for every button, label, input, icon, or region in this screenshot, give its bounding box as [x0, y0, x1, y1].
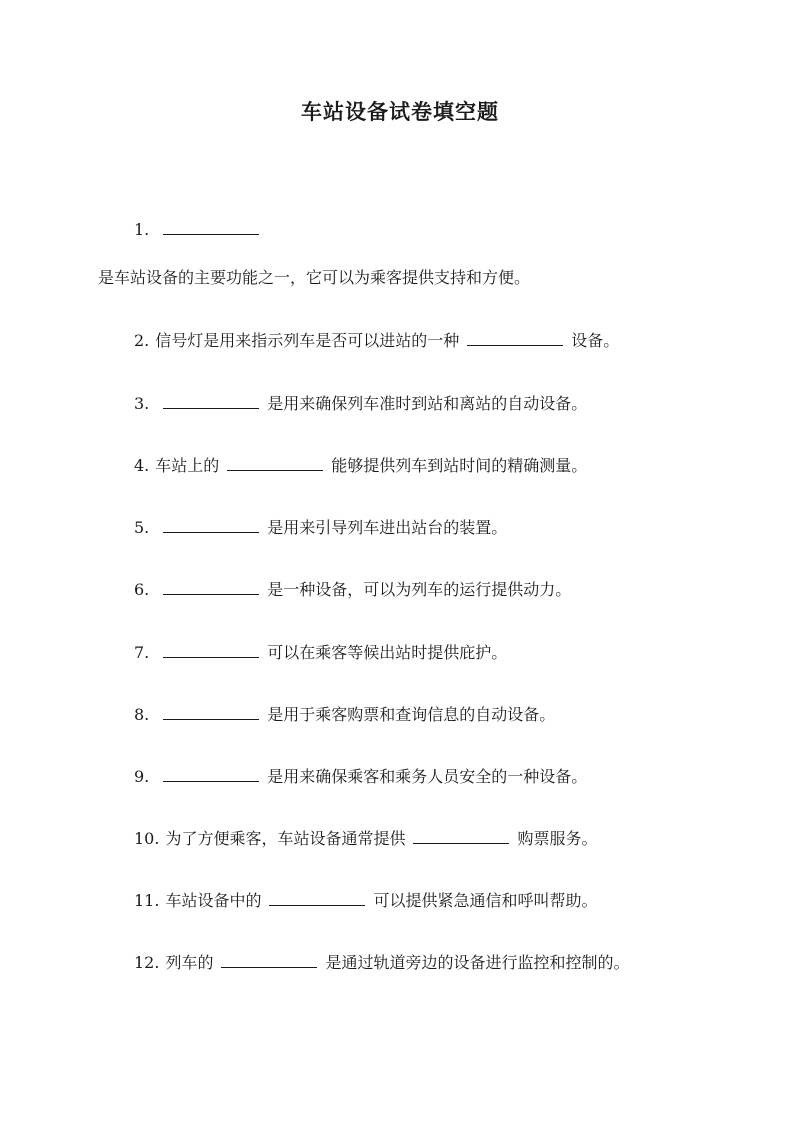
question-text-after: 是用来确保乘客和乘务人员安全的一种设备。 [267, 767, 588, 786]
answer-blank[interactable] [163, 216, 259, 235]
question-text-before: 为了方便乘客，车站设备通常提供 [165, 829, 406, 848]
question-number: 2. [134, 331, 150, 350]
question-text-after: 是用来引导列车进出站台的装置。 [267, 518, 508, 537]
question-number: 12. [134, 953, 160, 972]
question-text-after: 可以在乘客等候出站时提供庇护。 [267, 643, 508, 662]
question-text-before: 信号灯是用来指示列车是否可以进站的一种 [155, 331, 460, 350]
answer-blank[interactable] [227, 452, 323, 471]
question-6 [0, 576, 800, 604]
question-10 [0, 825, 800, 853]
page-title: 车站设备试卷填空题 [301, 99, 499, 124]
question-text-after: 购票服务。 [517, 829, 598, 848]
question-5 [0, 514, 800, 542]
question-text-after: 是用来确保列车准时到站和离站的自动设备。 [267, 394, 588, 413]
question-1 [0, 216, 800, 244]
question-text-after: 能够提供列车到站时间的精确测量。 [331, 456, 588, 475]
question-text-after: 是通过轨道旁边的设备进行监控和控制的。 [325, 953, 630, 972]
question-text-before: 列车的 [165, 953, 214, 972]
question-9 [0, 763, 800, 791]
question-3 [0, 390, 800, 418]
question-12 [0, 949, 800, 977]
answer-blank[interactable] [467, 327, 563, 346]
answer-blank[interactable] [413, 825, 509, 844]
question-number: 9. [134, 767, 150, 786]
question-8 [0, 701, 800, 729]
question-number: 5. [134, 518, 150, 537]
question-7 [0, 639, 800, 667]
question-number: 8. [134, 705, 150, 724]
question-2 [0, 327, 800, 355]
question-number: 4. [134, 456, 150, 475]
answer-blank[interactable] [163, 514, 259, 533]
answer-blank[interactable] [163, 639, 259, 658]
question-text: 是车站设备的主要功能之一，它可以为乘客提供支持和方便。 [98, 268, 531, 287]
question-1-text [0, 264, 800, 292]
question-text-before: 车站设备中的 [165, 891, 262, 910]
answer-blank[interactable] [163, 390, 259, 409]
question-number: 10. [134, 829, 160, 848]
answer-blank[interactable] [163, 701, 259, 720]
answer-blank[interactable] [269, 887, 365, 906]
question-number: 3. [134, 394, 150, 413]
question-text-after: 是一种设备，可以为列车的运行提供动力。 [267, 580, 572, 599]
answer-blank[interactable] [163, 763, 259, 782]
question-text-after: 设备。 [571, 331, 620, 350]
answer-blank[interactable] [163, 576, 259, 595]
question-text-after: 是用于乘客购票和查询信息的自动设备。 [267, 705, 556, 724]
question-4 [0, 452, 800, 480]
answer-blank[interactable] [221, 949, 317, 968]
question-11 [0, 887, 800, 915]
question-number: 6. [134, 580, 150, 599]
question-number: 7. [134, 643, 150, 662]
question-text-after: 可以提供紧急通信和呼叫帮助。 [373, 891, 598, 910]
question-text-before: 车站上的 [155, 456, 220, 475]
question-number: 11. [134, 891, 160, 910]
question-number: 1. [134, 220, 150, 239]
